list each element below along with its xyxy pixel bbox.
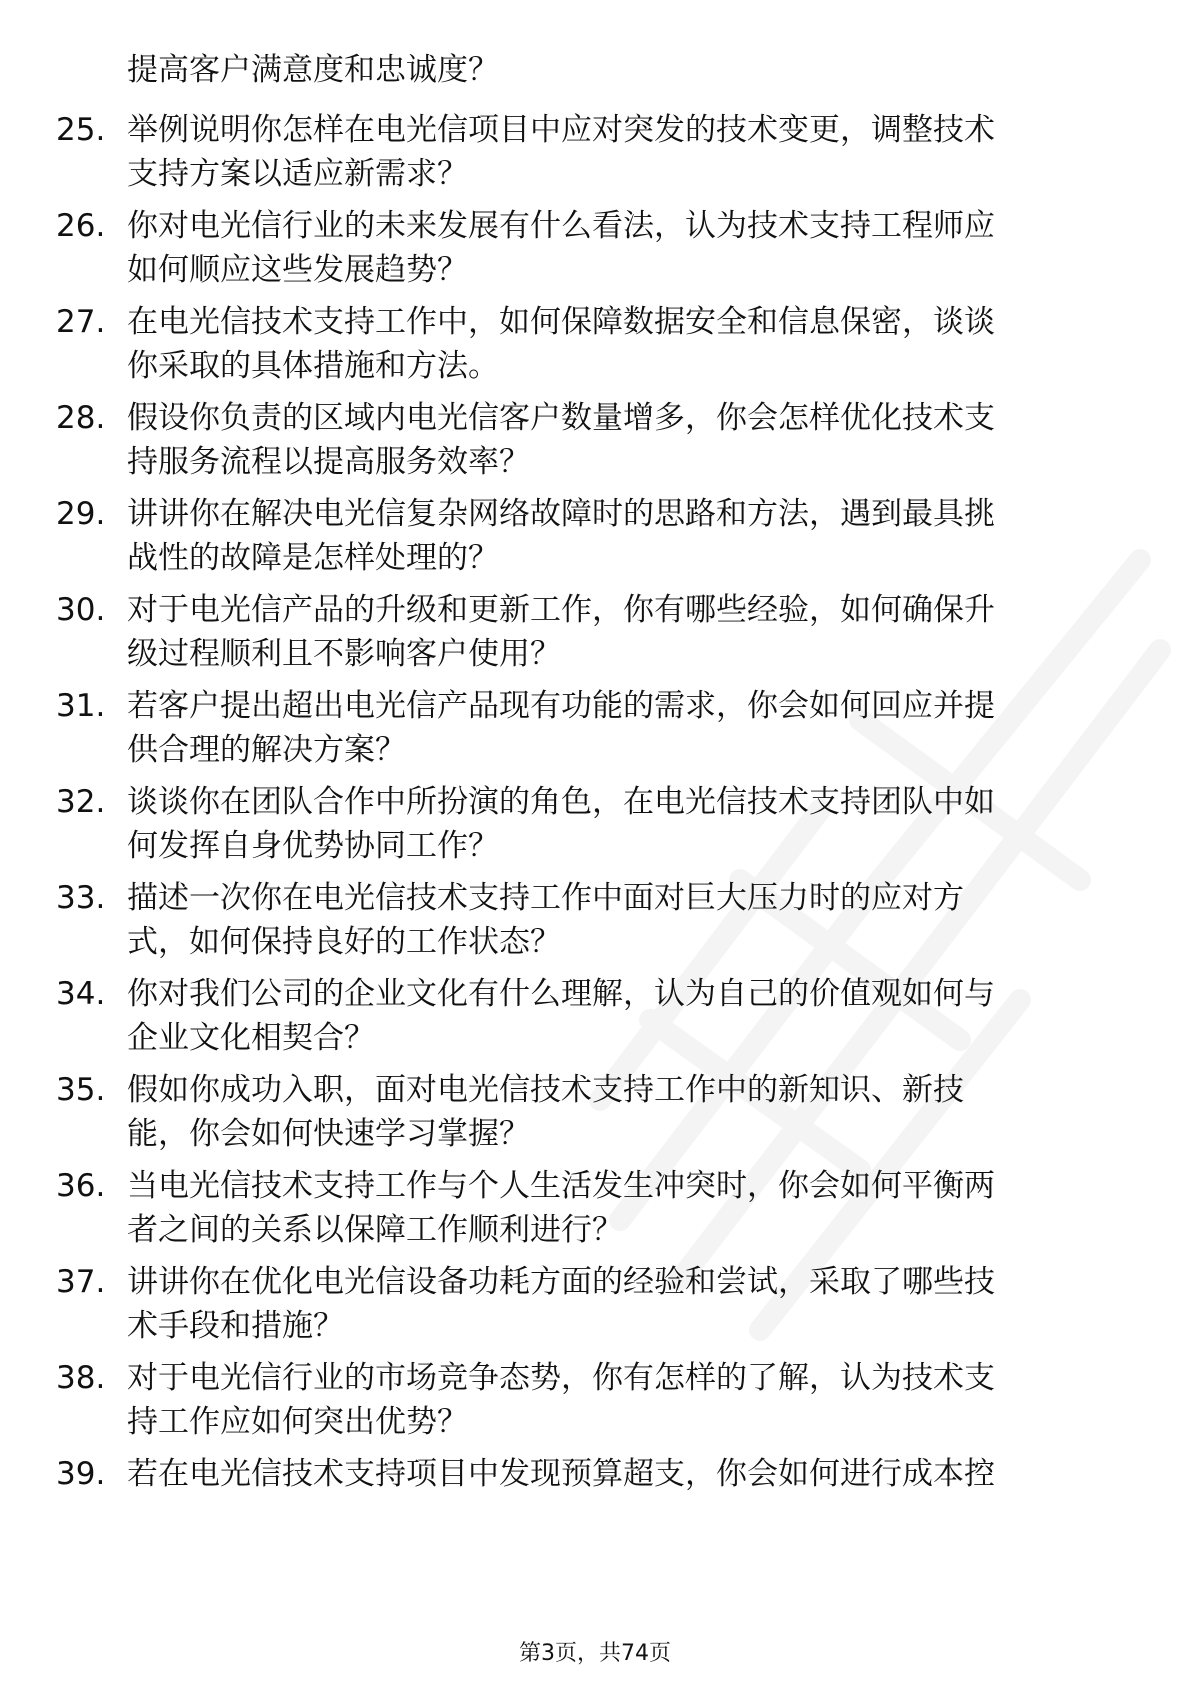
question-text-line: 支持方案以适应新需求？: [127, 156, 468, 192]
question-text-line: 战性的故障是怎样处理的？: [127, 540, 499, 576]
question-number: 28.: [56, 400, 106, 436]
question-text-line: 持服务流程以提高服务效率？: [127, 444, 530, 480]
question-number: 33.: [56, 880, 106, 916]
continued-question-text: 提高客户满意度和忠诚度？: [127, 52, 499, 88]
question-number: 39.: [56, 1456, 106, 1492]
question-text-line: 术手段和措施？: [127, 1308, 344, 1344]
question-text: [127, 492, 1117, 580]
question-text-line: 如何顺应这些发展趋势？: [127, 252, 468, 288]
question-text: [127, 588, 1117, 676]
question-text-line: 你采取的具体措施和方法。: [127, 348, 499, 384]
question-text-line: 你对我们公司的企业文化有什么理解，认为自己的价值观如何与: [127, 976, 995, 1012]
question-number: 35.: [56, 1072, 106, 1108]
question-number: 27.: [56, 304, 106, 340]
question-text: [127, 396, 1117, 484]
question-text-line: 供合理的解决方案？: [127, 732, 406, 768]
question-number: 30.: [56, 592, 106, 628]
question-number: 25.: [56, 112, 106, 148]
question-text-line: 对于电光信产品的升级和更新工作，你有哪些经验，如何确保升: [127, 592, 995, 628]
question-text-line: 若在电光信技术支持项目中发现预算超支，你会如何进行成本控: [127, 1456, 995, 1492]
question-text-line: 何发挥自身优势协同工作？: [127, 828, 499, 864]
question-text-line: 讲讲你在解决电光信复杂网络故障时的思路和方法，遇到最具挑: [127, 496, 995, 532]
question-text: [127, 972, 1117, 1060]
question-text: [127, 1452, 1117, 1496]
question-text: [127, 1164, 1117, 1252]
question-text-line: 式，如何保持良好的工作状态？: [127, 924, 561, 960]
question-text: [127, 204, 1117, 292]
question-text-line: 假设你负责的区域内电光信客户数量增多，你会怎样优化技术支: [127, 400, 995, 436]
question-text-line: 者之间的关系以保障工作顺利进行？: [127, 1212, 623, 1248]
question-text: [127, 780, 1117, 868]
question-text-line: 谈谈你在团队合作中所扮演的角色，在电光信技术支持团队中如: [127, 784, 995, 820]
question-number: 34.: [56, 976, 106, 1012]
question-text-line: 举例说明你怎样在电光信项目中应对突发的技术变更，调整技术: [127, 112, 995, 148]
question-text: [127, 108, 1117, 196]
question-text: [127, 1068, 1117, 1156]
question-text-line: 若客户提出超出电光信产品现有功能的需求，你会如何回应并提: [127, 688, 995, 724]
question-number: 26.: [56, 208, 106, 244]
question-number: 37.: [56, 1264, 106, 1300]
question-text-line: 在电光信技术支持工作中，如何保障数据安全和信息保密，谈谈: [127, 304, 995, 340]
question-number: 32.: [56, 784, 106, 820]
question-text-line: 对于电光信行业的市场竞争态势，你有怎样的了解，认为技术支: [127, 1360, 995, 1396]
question-number: 31.: [56, 688, 106, 724]
page-footer: 第3页，共74页: [519, 1641, 671, 1666]
question-text-line: 能，你会如何快速学习掌握？: [127, 1116, 530, 1152]
question-text-line: 描述一次你在电光信技术支持工作中面对巨大压力时的应对方: [127, 880, 964, 916]
question-text-line: 当电光信技术支持工作与个人生活发生冲突时，你会如何平衡两: [127, 1168, 995, 1204]
question-text: [127, 876, 1117, 964]
question-text-line: 假如你成功入职，面对电光信技术支持工作中的新知识、新技: [127, 1072, 964, 1108]
question-text: [127, 1260, 1117, 1348]
question-number: 38.: [56, 1360, 106, 1396]
question-text-line: 你对电光信行业的未来发展有什么看法，认为技术支持工程师应: [127, 208, 995, 244]
question-text-line: 讲讲你在优化电光信设备功耗方面的经验和尝试，采取了哪些技: [127, 1264, 995, 1300]
question-text-line: 企业文化相契合？: [127, 1020, 375, 1056]
question-text-line: 持工作应如何突出优势？: [127, 1404, 468, 1440]
question-number: 36.: [56, 1168, 106, 1204]
question-text: [127, 300, 1117, 388]
question-text: [127, 1356, 1117, 1444]
question-text: [127, 684, 1117, 772]
question-text-line: 级过程顺利且不影响客户使用？: [127, 636, 561, 672]
question-number: 29.: [56, 496, 106, 532]
